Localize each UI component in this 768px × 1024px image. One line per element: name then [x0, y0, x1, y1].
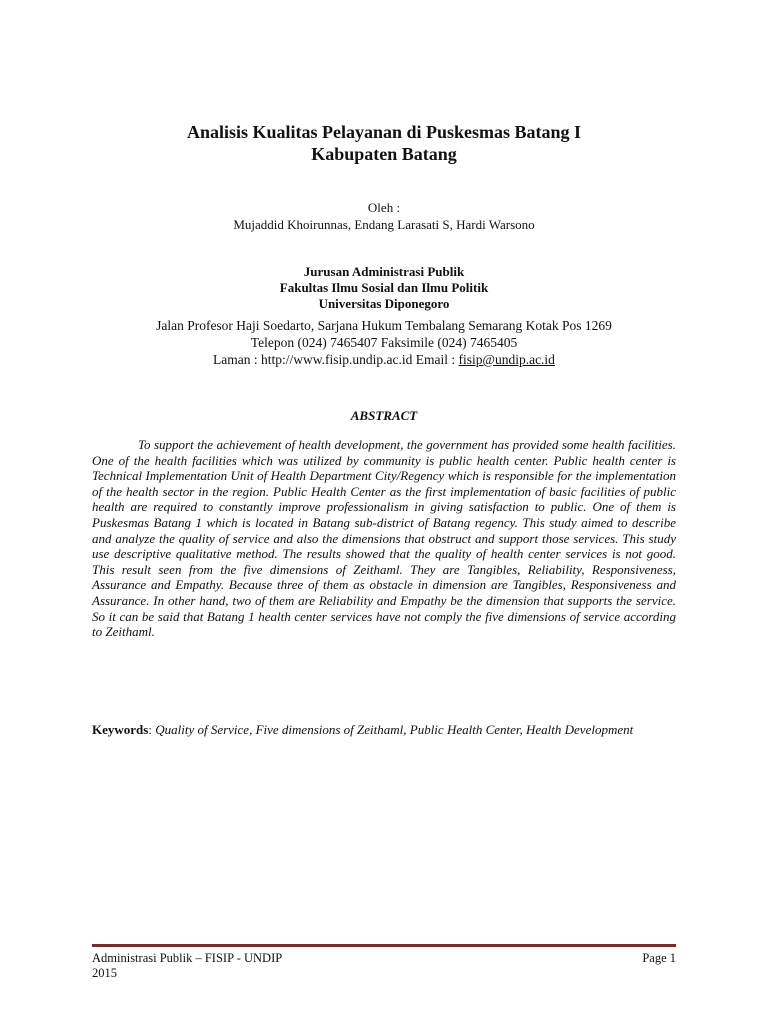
page-number: Page 1	[642, 951, 676, 965]
faculty: Fakultas Ilmu Sosial dan Ilmu Politik	[279, 280, 489, 295]
address: Jalan Profesor Haji Soedarto, Sarjana Hukum Tembalang Semarang Kotak Pos 1269	[156, 318, 612, 333]
phone-fax: Telepon (024) 7465407 Faksimile (024) 7465405	[250, 335, 518, 350]
footer-source	[92, 951, 282, 981]
abstract-text: To support the achievement of health development, the government has provided some health facilities. One of the health facilities which was utilized by community is public health center. Public health center is Technical Implementation Unit of Health Department City/Regency which is responsible for the implementation of the health sector in the region. Public Health Center as the first implementation of basic facilities of public health are required to constantly improve professionalism in giving satisfaction to public. One of them is Puskesmas Batang 1 which is located in Batang sub-district of Batang regency. This study aimed to describe and analyze the quality of service and also the dimensions that obstruct and support those services. This study use descriptive qualitative method. The results showed that the quality of health center services is not good. This result seen from the five dimensions of Zeithaml. They are Tangibles, Reliability, Responsiveness, Assurance and Empathy. Because three of them as obstacle in dimension are Tangibles, Responsiveness and Assurance. In other hand, two of them are Reliability and Empathy be the dimension that supports the service. So it can be said that Batang 1 health center services have not comply the five dimensions of service according to Zeithaml.	[92, 437, 676, 640]
footer-divider	[92, 944, 676, 947]
footer-journal: Administrasi Publik – FISIP - UNDIP	[92, 951, 283, 965]
affiliation-block	[92, 264, 676, 312]
keywords-colon: :	[148, 722, 156, 737]
email-link[interactable]: fisip@undip.ac.id	[458, 352, 555, 367]
department: Jurusan Administrasi Publik	[303, 264, 465, 279]
paper-title-line-1: Analisis Kualitas Pelayanan di Puskesmas Batang I	[186, 122, 582, 142]
byline-label: Oleh :	[367, 200, 401, 215]
byline	[92, 199, 676, 233]
keywords-line	[92, 722, 676, 738]
footer-year: 2015	[92, 966, 117, 980]
keywords-value: Quality of Service, Five dimensions of Zeithaml, Public Health Center, Health Development	[155, 722, 634, 737]
keywords-label: Keywords	[92, 722, 149, 737]
web-email-line	[92, 351, 676, 368]
website-text: Laman : http://www.fisip.undip.ac.id Email :	[213, 352, 459, 367]
contact-block	[92, 317, 676, 368]
university: Universitas Diponegoro	[318, 296, 450, 311]
paper-title-line-2: Kabupaten Batang	[311, 144, 457, 164]
abstract-heading: ABSTRACT	[350, 408, 418, 423]
paper-title	[92, 121, 676, 165]
author-list: Mujaddid Khoirunnas, Endang Larasati S, Hardi Warsono	[233, 217, 535, 232]
